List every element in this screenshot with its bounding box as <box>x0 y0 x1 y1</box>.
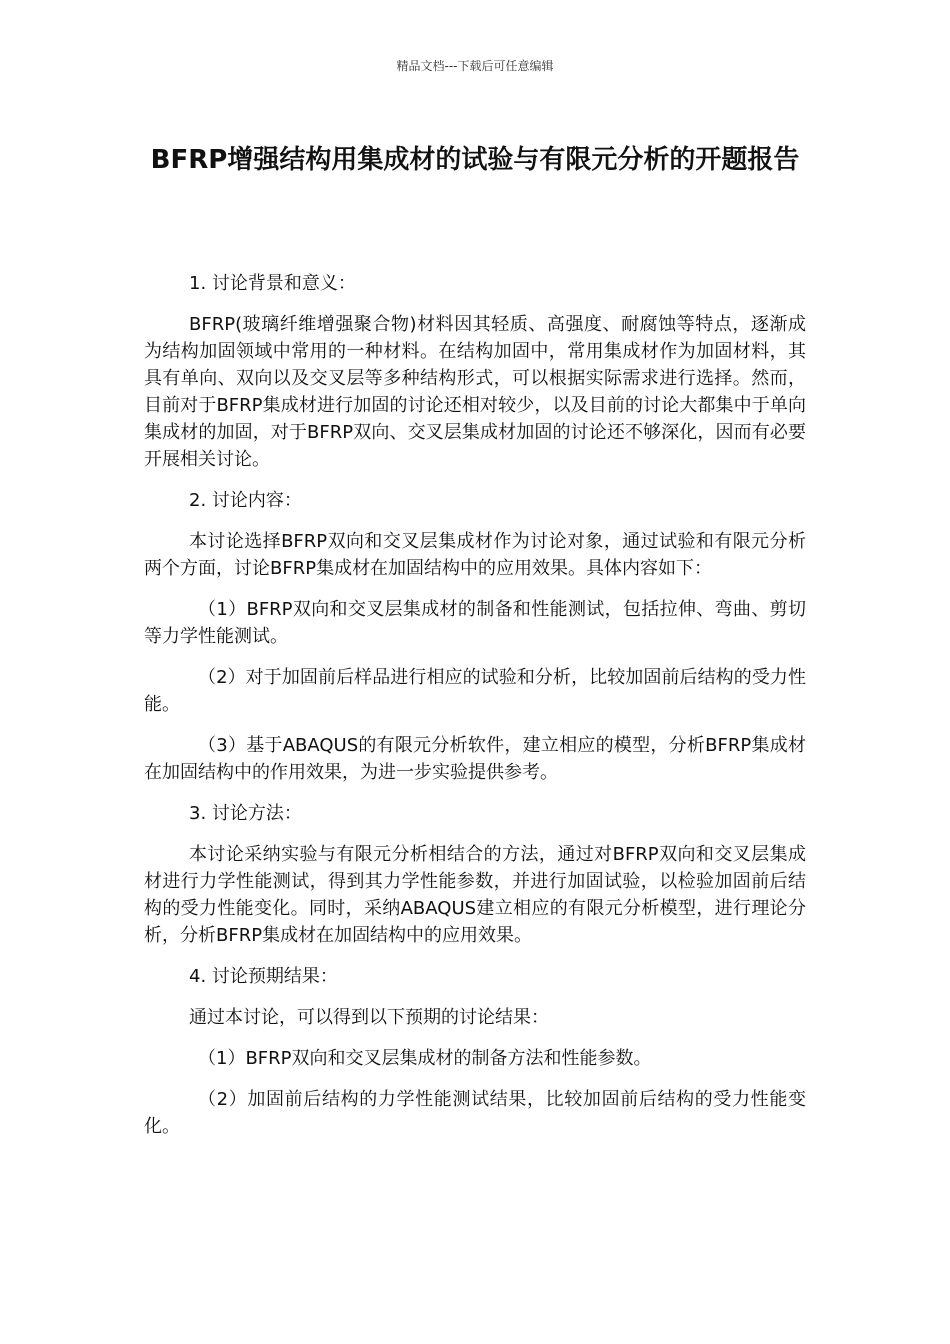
list-item: （1）BFRP双向和交叉层集成材的制备方法和性能参数。 <box>198 1048 652 1069</box>
section-heading-content: 2. 讨论内容： <box>189 490 302 511</box>
section-heading-background: 1. 讨论背景和意义： <box>189 273 356 294</box>
paragraph-background: BFRP(玻璃纤维增强聚合物)材料因其轻质、高强度、耐腐蚀等特点，逐渐成为结构加固领域中常用的一种材料。在结构加固中，常用集成材作为加固材料，其具有单向、双向以及交叉层等多种结构形式，可以根据实际需求进行选择。然而，目前对于BFRP集成材进行加固的讨论还相对较少，以及目前的讨论大都集中于单向集成材的加固，对于BFRP双向、交叉层集成材加固的讨论还不够深化，因而有必要开展相关讨论。 <box>144 314 806 470</box>
section-heading-expected-results: 4. 讨论预期结果： <box>189 966 338 987</box>
paragraph-content-intro: 本讨论选择BFRP双向和交叉层集成材作为讨论对象，通过试验和有限元分析两个方面，讨论BFRP集成材在加固结构中的应用效果。具体内容如下： <box>144 531 806 579</box>
document-body <box>144 270 806 1154</box>
list-item: （3）基于ABAQUS的有限元分析软件，建立相应的模型，分析BFRP集成材在加固结构中的作用效果，为进一步实验提供参考。 <box>144 735 806 783</box>
paragraph-expected-intro: 通过本讨论，可以得到以下预期的讨论结果： <box>189 1007 549 1028</box>
page-header: 精品文档---下载后可任意编辑 <box>396 59 554 73</box>
list-item: （1）BFRP双向和交叉层集成材的制备和性能测试，包括拉伸、弯曲、剪切等力学性能测试。 <box>144 599 806 647</box>
section-heading-method: 3. 讨论方法： <box>189 803 302 824</box>
list-item: （2）对于加固前后样品进行相应的试验和分析，比较加固前后结构的受力性能。 <box>144 667 806 715</box>
paragraph-method: 本讨论采纳实验与有限元分析相结合的方法，通过对BFRP双向和交叉层集成材进行力学性能测试，得到其力学性能参数，并进行加固试验，以检验加固前后结构的受力性能变化。同时，采纳ABAQUS建立相应的有限元分析模型，进行理论分析，分析BFRP集成材在加固结构中的应用效果。 <box>144 844 806 946</box>
list-item: （2）加固前后结构的力学性能测试结果，比较加固前后结构的受力性能变化。 <box>144 1089 806 1137</box>
document-title: BFRP增强结构用集成材的试验与有限元分析的开题报告 <box>150 145 800 175</box>
